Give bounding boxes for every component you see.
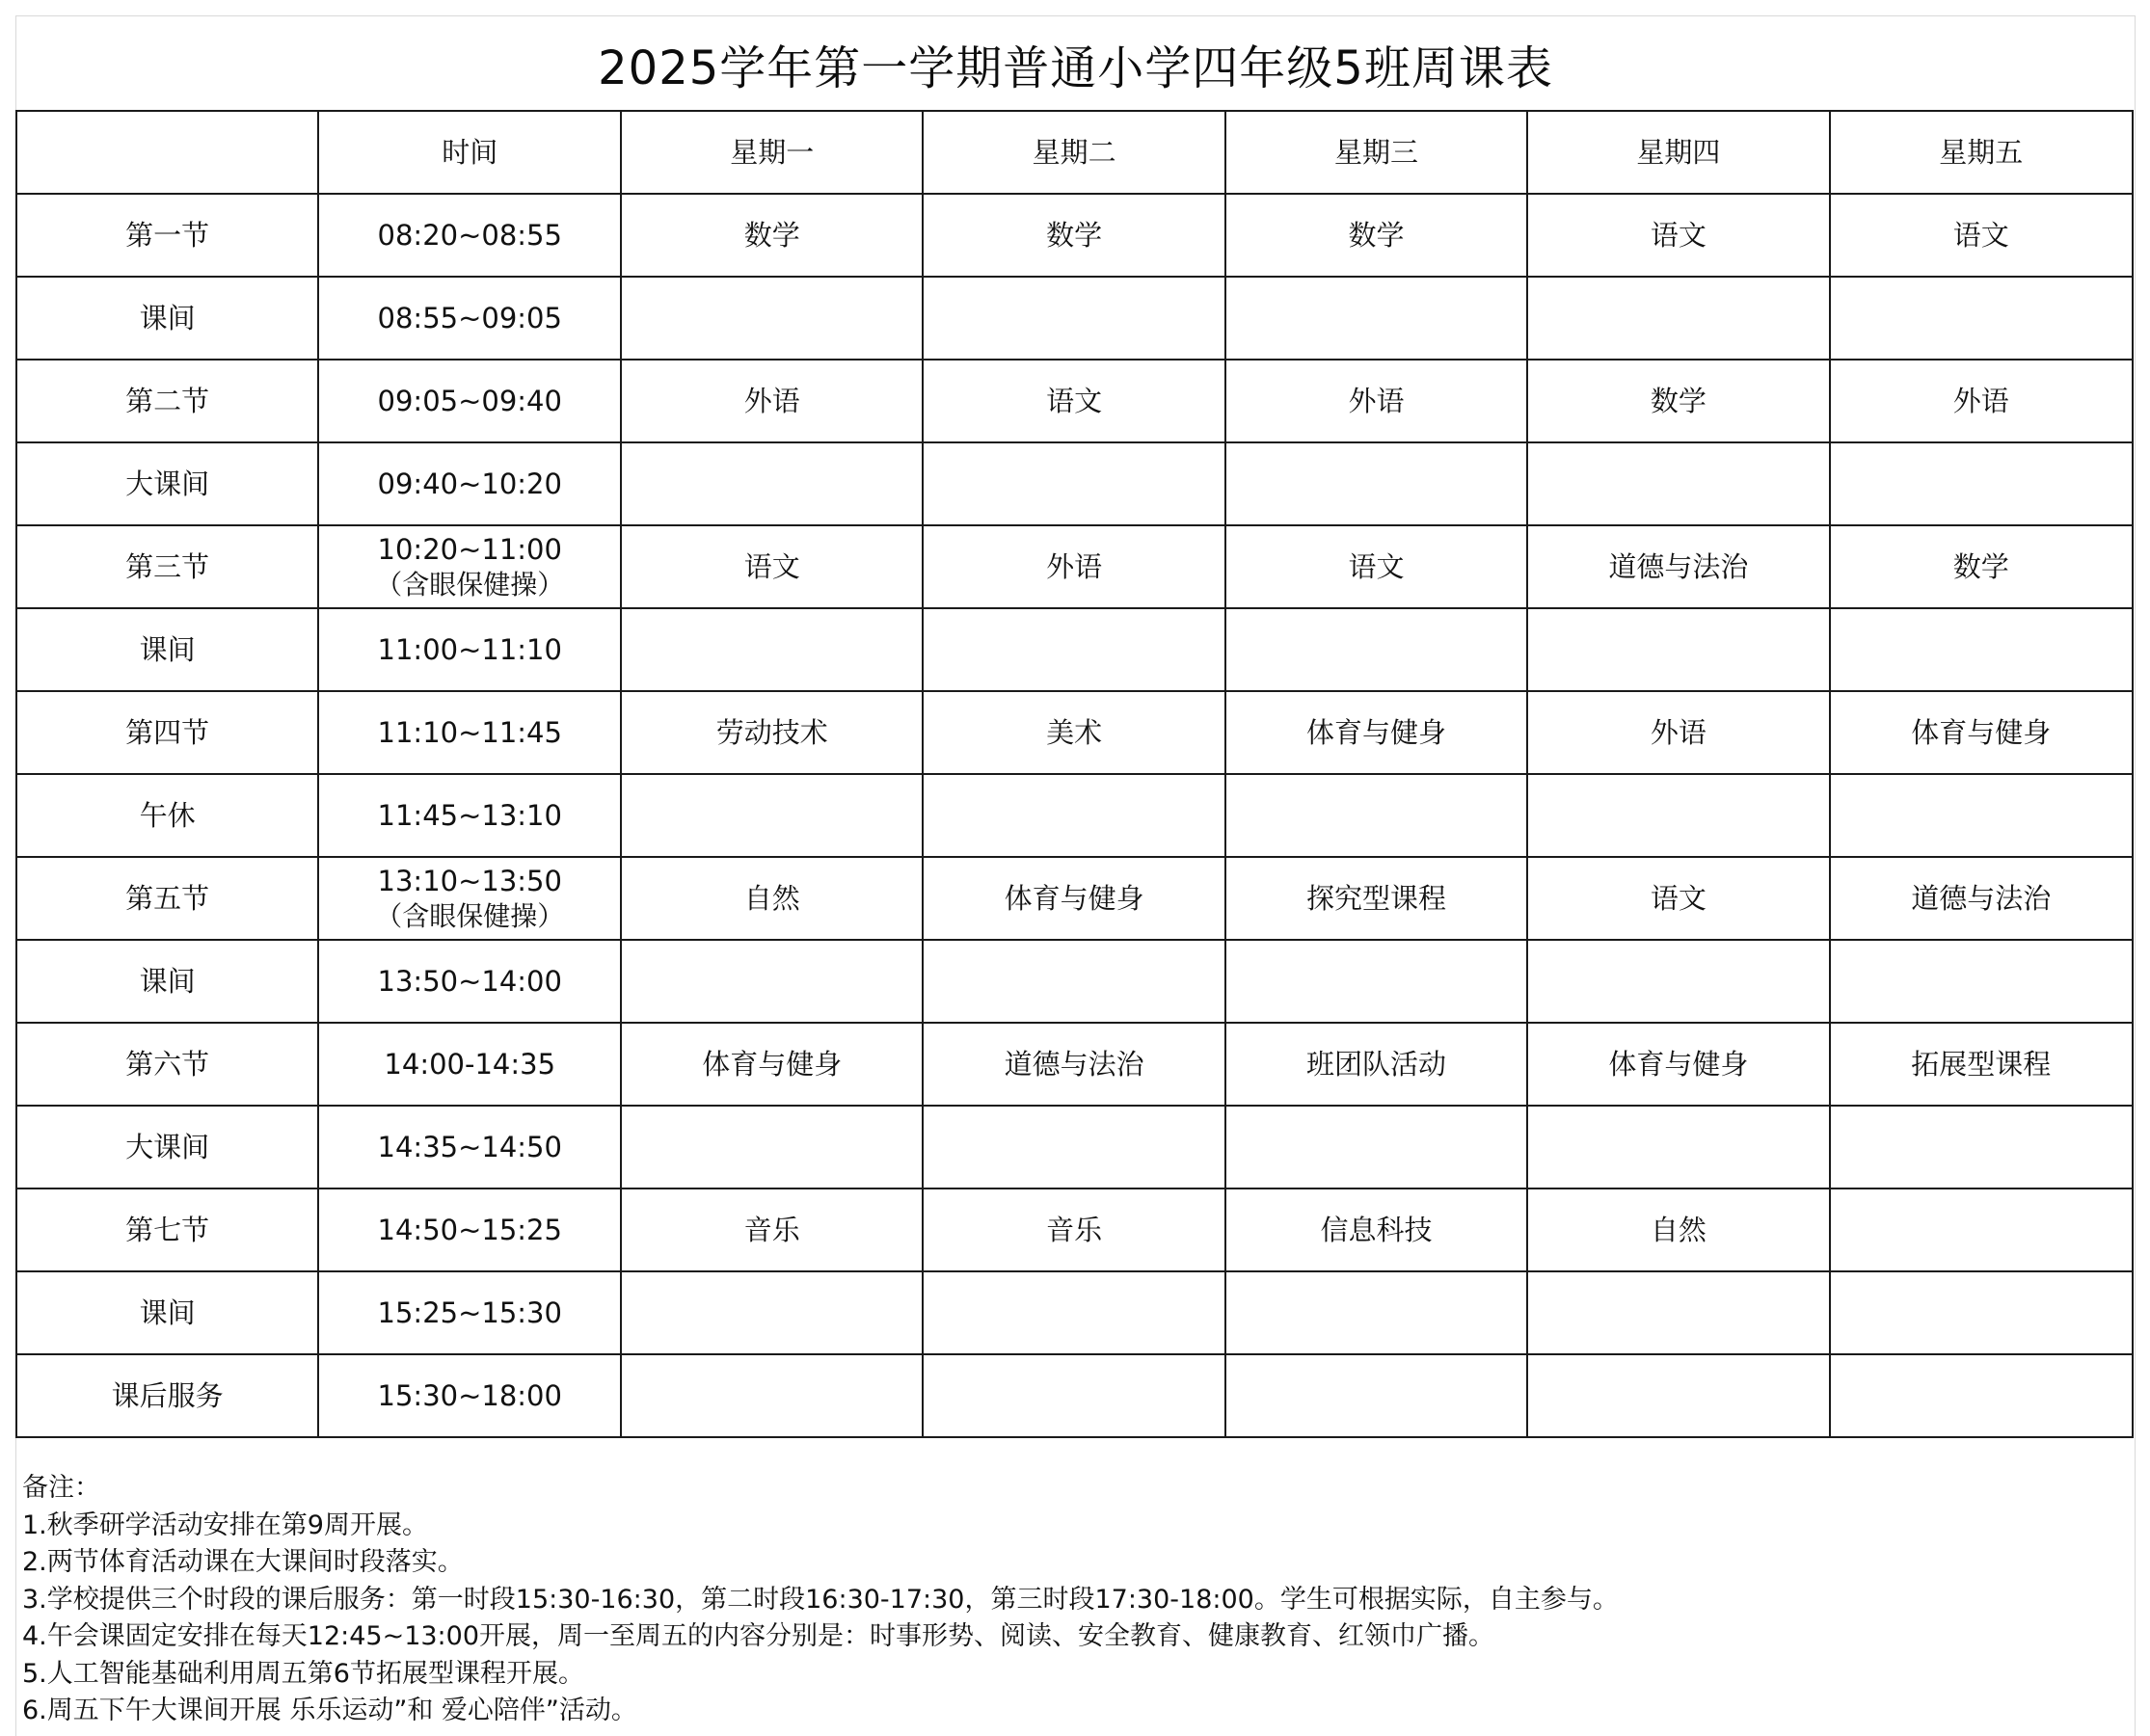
- table-row: [16, 608, 2133, 691]
- subject-cell: [1527, 277, 1829, 360]
- time-cell: [318, 194, 621, 277]
- time-cell: [318, 442, 621, 525]
- subject-cell: 语文: [1527, 857, 1829, 940]
- subject-cell: 拓展型课程: [1830, 1023, 2133, 1106]
- subject-cell: 数学: [621, 194, 923, 277]
- time-range: 13:10~13:50: [377, 865, 562, 898]
- time-range: 14:35~14:50: [377, 1130, 562, 1163]
- time-cell: [318, 1354, 621, 1437]
- subject-cell: [621, 608, 923, 691]
- subject-cell: 道德与法治: [1527, 525, 1829, 608]
- time-range: 10:20~11:00: [377, 533, 562, 567]
- note-item: 3.学校提供三个时段的课后服务：第一时段15:30-16:30，第二时段16:30-17:30，第三时段17:30-18:00。学生可根据实际，自主参与。: [22, 1584, 1619, 1615]
- time-cell: [318, 277, 621, 360]
- time-range: 11:45~13:10: [377, 798, 562, 832]
- subject-cell: 外语: [1527, 691, 1829, 774]
- schedule-sheet: [15, 15, 2136, 1736]
- time-range: 14:00-14:35: [384, 1047, 556, 1081]
- time-cell: [318, 360, 621, 442]
- period-cell: 课后服务: [16, 1354, 318, 1437]
- time-range: 15:25~15:30: [377, 1295, 562, 1329]
- period-cell: 第三节: [16, 525, 318, 608]
- subject-cell: [923, 277, 1224, 360]
- header-day: 星期三: [1225, 111, 1527, 194]
- table-row: [16, 1106, 2133, 1188]
- period-cell: 课间: [16, 608, 318, 691]
- subject-cell: [621, 442, 923, 525]
- subject-cell: 数学: [1527, 360, 1829, 442]
- table-row: [16, 277, 2133, 360]
- subject-cell: 数学: [1225, 194, 1527, 277]
- table-row: [16, 940, 2133, 1023]
- subject-cell: 信息科技: [1225, 1188, 1527, 1271]
- period-cell: 大课间: [16, 442, 318, 525]
- subject-cell: 体育与健身: [621, 1023, 923, 1106]
- subject-cell: [621, 940, 923, 1023]
- subject-cell: 外语: [923, 525, 1224, 608]
- subject-cell: 语文: [1225, 525, 1527, 608]
- time-cell: [318, 774, 621, 857]
- subject-cell: [923, 608, 1224, 691]
- note-item: 4.午会课固定安排在每天12:45~13:00开展，周一至周五的内容分别是：时事形势、阅读、安全教育、健康教育、红领巾广播。: [22, 1621, 1495, 1651]
- table-row: [16, 360, 2133, 442]
- time-cell: [318, 1023, 621, 1106]
- subject-cell: [923, 1271, 1224, 1354]
- table-row: [16, 774, 2133, 857]
- time-range: 09:40~10:20: [377, 467, 562, 500]
- subject-cell: 语文: [621, 525, 923, 608]
- subject-cell: [1225, 1271, 1527, 1354]
- time-cell: [318, 940, 621, 1023]
- period-cell: 第七节: [16, 1188, 318, 1271]
- period-cell: 第四节: [16, 691, 318, 774]
- subject-cell: [1830, 442, 2133, 525]
- subject-cell: 自然: [621, 857, 923, 940]
- subject-cell: [1830, 277, 2133, 360]
- subject-cell: [1225, 608, 1527, 691]
- subject-cell: [1830, 940, 2133, 1023]
- subject-cell: 语文: [923, 360, 1224, 442]
- page-title: 2025学年第一学期普通小学四年级5班周课表: [598, 40, 1553, 95]
- subject-cell: 美术: [923, 691, 1224, 774]
- time-range: 08:20~08:55: [377, 218, 562, 252]
- subject-cell: [1225, 1354, 1527, 1437]
- subject-cell: 语文: [1527, 194, 1829, 277]
- header-row: [16, 111, 2133, 194]
- subject-cell: [1830, 774, 2133, 857]
- time-range: 09:05~09:40: [377, 384, 562, 417]
- time-range: 15:30~18:00: [377, 1378, 562, 1412]
- subject-cell: 道德与法治: [1830, 857, 2133, 940]
- period-cell: 第一节: [16, 194, 318, 277]
- time-range: 11:00~11:10: [377, 632, 562, 666]
- period-cell: 大课间: [16, 1106, 318, 1188]
- subject-cell: 语文: [1830, 194, 2133, 277]
- table-row: [16, 691, 2133, 774]
- timetable: [15, 110, 2134, 1438]
- time-cell: [318, 1106, 621, 1188]
- timetable-body: [16, 111, 2133, 1437]
- table-row: [16, 1271, 2133, 1354]
- time-cell: [318, 691, 621, 774]
- subject-cell: [1527, 940, 1829, 1023]
- subject-cell: [1830, 1354, 2133, 1437]
- period-cell: 课间: [16, 940, 318, 1023]
- header-time: 时间: [318, 111, 621, 194]
- table-row: [16, 1023, 2133, 1106]
- note-item: 6.周五下午大课间开展 乐乐运动”和 爱心陪伴”活动。: [22, 1696, 637, 1725]
- subject-cell: 劳动技术: [621, 691, 923, 774]
- table-row: [16, 857, 2133, 940]
- subject-cell: [1225, 940, 1527, 1023]
- subject-cell: 班团队活动: [1225, 1023, 1527, 1106]
- subject-cell: [1527, 608, 1829, 691]
- subject-cell: [1527, 774, 1829, 857]
- subject-cell: 道德与法治: [923, 1023, 1224, 1106]
- subject-cell: 数学: [923, 194, 1224, 277]
- subject-cell: 外语: [1225, 360, 1527, 442]
- subject-cell: [923, 1354, 1224, 1437]
- table-row: [16, 194, 2133, 277]
- subject-cell: [621, 1271, 923, 1354]
- table-row: [16, 442, 2133, 525]
- subject-cell: [1830, 608, 2133, 691]
- subject-cell: [1527, 1271, 1829, 1354]
- subject-cell: 外语: [1830, 360, 2133, 442]
- subject-cell: [1830, 1106, 2133, 1188]
- time-range: 08:55~09:05: [377, 301, 562, 334]
- period-cell: 第五节: [16, 857, 318, 940]
- period-cell: 课间: [16, 1271, 318, 1354]
- subject-cell: 体育与健身: [1830, 691, 2133, 774]
- notes-section: [22, 1470, 1619, 1730]
- subject-cell: 体育与健身: [1225, 691, 1527, 774]
- subject-cell: 音乐: [923, 1188, 1224, 1271]
- header-day: 星期四: [1527, 111, 1829, 194]
- subject-cell: [1527, 1106, 1829, 1188]
- time-note: （含眼保健操）: [375, 899, 565, 932]
- subject-cell: [621, 1106, 923, 1188]
- header-day: 星期二: [923, 111, 1224, 194]
- subject-cell: [1225, 442, 1527, 525]
- subject-cell: [1225, 1106, 1527, 1188]
- period-cell: 午休: [16, 774, 318, 857]
- time-note: （含眼保健操）: [375, 568, 565, 601]
- subject-cell: 外语: [621, 360, 923, 442]
- notes-heading: 备注：: [22, 1473, 100, 1503]
- subject-cell: [923, 442, 1224, 525]
- subject-cell: [923, 774, 1224, 857]
- time-cell: [318, 608, 621, 691]
- subject-cell: [923, 940, 1224, 1023]
- subject-cell: [1527, 1354, 1829, 1437]
- subject-cell: 数学: [1830, 525, 2133, 608]
- subject-cell: 音乐: [621, 1188, 923, 1271]
- period-cell: 第二节: [16, 360, 318, 442]
- subject-cell: 体育与健身: [1527, 1023, 1829, 1106]
- subject-cell: [923, 1106, 1224, 1188]
- header-day: 星期五: [1830, 111, 2133, 194]
- subject-cell: [621, 1354, 923, 1437]
- subject-cell: [1225, 277, 1527, 360]
- time-cell: [318, 525, 621, 608]
- subject-cell: 探究型课程: [1225, 857, 1527, 940]
- time-cell: [318, 857, 621, 940]
- time-range: 11:10~11:45: [377, 715, 562, 749]
- subject-cell: [1830, 1188, 2133, 1271]
- table-row: [16, 1188, 2133, 1271]
- subject-cell: [621, 277, 923, 360]
- header-corner-cell: [16, 111, 318, 194]
- subject-cell: [1527, 442, 1829, 525]
- period-cell: 第六节: [16, 1023, 318, 1106]
- subject-cell: [621, 774, 923, 857]
- time-cell: [318, 1188, 621, 1271]
- period-cell: 课间: [16, 277, 318, 360]
- time-cell: [318, 1271, 621, 1354]
- table-row: [16, 525, 2133, 608]
- subject-cell: [1830, 1271, 2133, 1354]
- note-item: 2.两节体育活动课在大课间时段落实。: [22, 1547, 464, 1577]
- note-item: 5.人工智能基础利用周五第6节拓展型课程开展。: [22, 1658, 584, 1689]
- time-range: 13:50~14:00: [377, 964, 562, 998]
- header-day: 星期一: [621, 111, 923, 194]
- table-row: [16, 1354, 2133, 1437]
- time-range: 14:50~15:25: [377, 1213, 562, 1246]
- subject-cell: 自然: [1527, 1188, 1829, 1271]
- note-item: 1.秋季研学活动安排在第9周开展。: [22, 1509, 428, 1540]
- subject-cell: 体育与健身: [923, 857, 1224, 940]
- subject-cell: [1225, 774, 1527, 857]
